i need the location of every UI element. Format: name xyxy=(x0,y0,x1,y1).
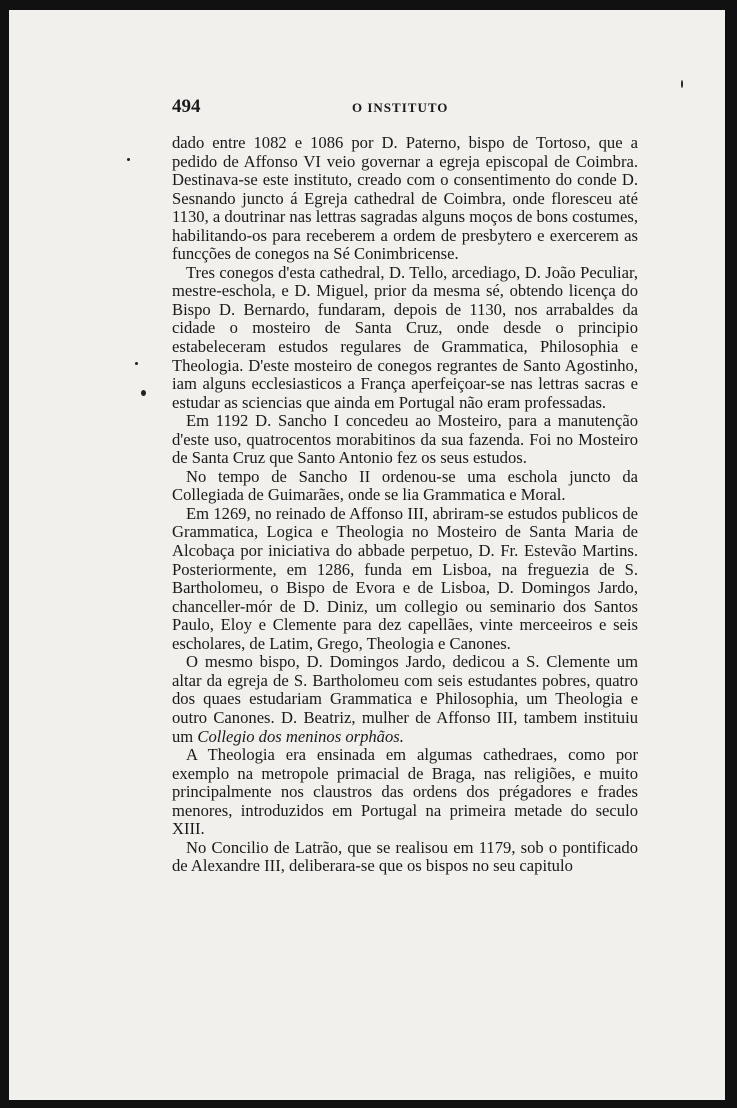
book-page xyxy=(9,10,725,1100)
ink-speck xyxy=(141,390,146,396)
ink-speck xyxy=(127,158,130,161)
running-title: O INSTITUTO xyxy=(352,100,449,115)
paragraph: No tempo de Sancho II ordenou-se uma eschola juncto da Collegiada de Guimarães, onde se lia Grammatica e Moral. xyxy=(172,466,638,505)
paragraph: Tres conegos d'esta cathedral, D. Tello, arcediago, D. João Peculiar, mestre-eschola, e D. Miguel, prior da mesma sé, obtendo licença do Bispo D. Bernardo, fundaram, depois de 1130, nos arrabaldes da cidade o mosteiro de Santa Cruz, onde desde o principio estabeleceram estudos regulares de Grammatica, Philosophia e Theologia. D'este mosteiro de conegos regrantes de Santo Agostinho, iam alguns ecclesiasticos a França aperfeiçoar-se nas lettras sacras e estudar as sciencias que ainda em Portugal não eram professadas. xyxy=(172,262,638,412)
paragraph xyxy=(172,653,638,746)
ink-speck xyxy=(681,80,683,88)
ink-speck xyxy=(135,362,138,365)
paragraph: Em 1269, no reinado de Affonso III, abriram-se estudos publicos de Grammatica, Logica e Theologia no Mosteiro de Santa Maria de Alcobaça por iniciativa do abbade perpetuo, D. Fr. Estevão Martins. Posteriormente, em 1286, funda em Lisboa, na freguezia de S. Bartholomeu, o Bispo de Evora e de Lisboa, D. Domingos Jardo, chanceller-mór de D. Diniz, um collegio ou seminario dos Santos Paulo, Eloy e Clemente para dez capellães, vinte merceeiros e seis escholares, de Latim, Grego, Theologia e Canones. xyxy=(172,503,638,653)
paragraph-continued: dado entre 1082 e 1086 por D. Paterno, bispo de Tortoso, que a pedido de Affonso VI veio governar a egreja episcopal de Coimbra. Destinava-se este instituto, creado com o consentimento do conde D. Sesnando juncto á Egreja cathedral de Coimbra, onde floresceu até 1130, a doutrinar nas lettras sagradas alguns moços de bons costumes, habilitando-os para receberem a ordem de presbytero e exercerem as funcções de conegos na Sé Conimbricense. xyxy=(172,133,638,264)
paragraph: A Theologia era ensinada em algumas cathedraes, como por exemplo na metropole primacial de Braga, nas religiões, e muito principalmente nos claustros das ordens dos prégadores e frades menores, introduzidos em Portugal na primeira metade do seculo XIII. xyxy=(172,745,638,839)
paragraph: Em 1192 D. Sancho I concedeu ao Mosteiro, para a manutenção d'este uso, quatrocentos morabitinos da sua fazenda. Foi no Mosteiro de Santa Cruz que Santo Antonio fez os seus estudos. xyxy=(172,411,638,468)
page-header xyxy=(172,96,638,122)
page-number: 494 xyxy=(172,96,201,117)
body-text xyxy=(172,134,638,876)
paragraph: No Concilio de Latrão, que se realisou em 1179, sob o pontificado de Alexandre III, deliberara-se que os bispos no seu capitulo xyxy=(172,837,638,876)
italic-title: Collegio dos meninos orphãos. xyxy=(197,726,404,746)
paragraph-text: O mesmo bispo, D. Domingos Jardo, dedicou a S. Clemente um altar da egreja de S. Bartholomeu com seis estudantes pobres, quatro dos quaes estudariam Grammatica e Philosophia, um Theologia e outro Canones. D. Beatriz, mulher de Affonso III, tambem instituiu um xyxy=(172,652,638,746)
